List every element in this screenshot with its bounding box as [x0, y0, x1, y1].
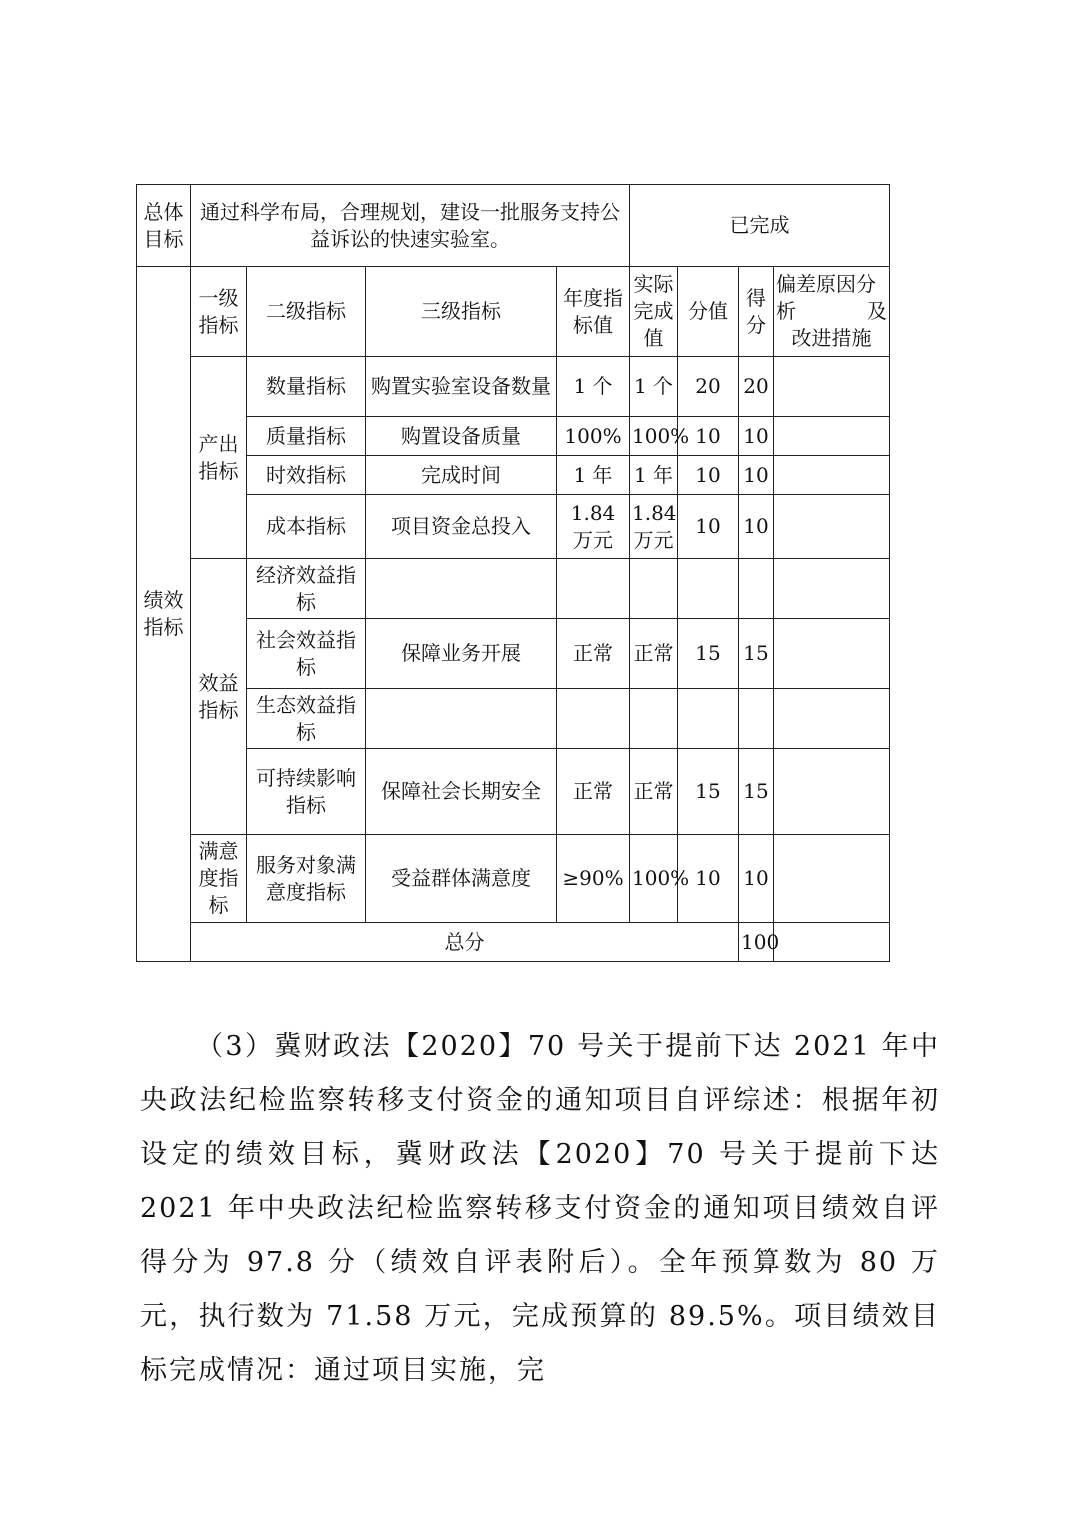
header-deviation: [774, 267, 890, 357]
cell-annual: 1 年: [557, 456, 630, 495]
group-output: 产出指标: [191, 357, 247, 559]
cell-actual: 100%: [630, 835, 678, 923]
cell-l2: 社会效益指标: [247, 619, 366, 689]
cell-l2: 成本指标: [247, 495, 366, 559]
table-row: [137, 619, 890, 689]
goal-status: 已完成: [630, 185, 890, 267]
cell-l2: 时效指标: [247, 456, 366, 495]
header-actual: 实际完成值: [630, 267, 678, 357]
header-score: 得分: [739, 267, 774, 357]
group-benefit: 效益指标: [191, 559, 247, 835]
cell-deviation: [774, 357, 890, 417]
header-deviation-line1: 偏差原因分: [776, 272, 876, 296]
cell-annual: [557, 689, 630, 749]
cell-l3: [366, 689, 557, 749]
cell-l2: 质量指标: [247, 417, 366, 456]
header-annual: 年度指标值: [557, 267, 630, 357]
cell-l3: 购置设备质量: [366, 417, 557, 456]
cell-l2: 服务对象满意度指标: [247, 835, 366, 923]
table-row: [137, 835, 890, 923]
header-deviation-line2b: 及: [867, 299, 887, 323]
cell-annual: 正常: [557, 749, 630, 835]
cell-actual: 1 个: [630, 357, 678, 417]
header-weight: 分值: [678, 267, 739, 357]
cell-actual: 1.84 万元: [630, 495, 678, 559]
cell-weight: 10: [678, 417, 739, 456]
cell-score: [739, 689, 774, 749]
cell-weight: 15: [678, 619, 739, 689]
goal-text: 通过科学布局，合理规划，建设一批服务支持公益诉讼的快速实验室。: [191, 185, 630, 267]
cell-l3: 完成时间: [366, 456, 557, 495]
total-score: [774, 923, 890, 962]
cell-l3: 项目资金总投入: [366, 495, 557, 559]
cell-score: 10: [739, 456, 774, 495]
header-deviation-line3: 改进措施: [791, 326, 872, 350]
cell-weight: 10: [678, 456, 739, 495]
header-deviation-line2a: 析: [776, 299, 796, 323]
table-row: [137, 749, 890, 835]
cell-l3: 购置实验室设备数量: [366, 357, 557, 417]
table-row: [137, 456, 890, 495]
cell-actual: [630, 689, 678, 749]
goal-row: [137, 185, 890, 267]
cell-actual: 100%: [630, 417, 678, 456]
cell-actual: 1 年: [630, 456, 678, 495]
cell-actual: [630, 559, 678, 619]
cell-deviation: [774, 495, 890, 559]
cell-annual: ≥90%: [557, 835, 630, 923]
cell-l3: [366, 559, 557, 619]
header-level2: 二级指标: [247, 267, 366, 357]
cell-weight: [678, 689, 739, 749]
table-row: [137, 495, 890, 559]
total-row: [137, 923, 890, 962]
header-level1: 一级指标: [191, 267, 247, 357]
cell-deviation: [774, 835, 890, 923]
cell-score: 10: [739, 835, 774, 923]
cell-score: 15: [739, 619, 774, 689]
goal-label: 总体目标: [137, 185, 191, 267]
cell-deviation: [774, 456, 890, 495]
cell-l2: 数量指标: [247, 357, 366, 417]
performance-table: [136, 184, 890, 962]
cell-l3: 保障业务开展: [366, 619, 557, 689]
table-row: [137, 417, 890, 456]
cell-l2: 经济效益指标: [247, 559, 366, 619]
table-row: [137, 559, 890, 619]
cell-deviation: [774, 619, 890, 689]
table-row: [137, 357, 890, 417]
cell-l2: 生态效益指标: [247, 689, 366, 749]
cell-score: 20: [739, 357, 774, 417]
cell-deviation: [774, 417, 890, 456]
cell-deviation: [774, 689, 890, 749]
cell-annual: [557, 559, 630, 619]
perf-label: 绩效指标: [137, 267, 191, 962]
cell-weight: [678, 559, 739, 619]
cell-score: 10: [739, 417, 774, 456]
cell-actual: 正常: [630, 619, 678, 689]
table-row: [137, 689, 890, 749]
cell-score: 10: [739, 495, 774, 559]
cell-annual: 1.84 万元: [557, 495, 630, 559]
cell-weight: 10: [678, 495, 739, 559]
header-level3: 三级指标: [366, 267, 557, 357]
cell-score: [739, 559, 774, 619]
header-deviation-line2: [776, 298, 887, 325]
cell-score: 15: [739, 749, 774, 835]
total-label: 总分: [191, 923, 739, 962]
header-row: [137, 267, 890, 357]
cell-annual: 正常: [557, 619, 630, 689]
self-evaluation-paragraph: （3）冀财政法【2020】70 号关于提前下达 2021 年中央政法纪检监察转移支付资金的通知项目自评综述：根据年初设定的绩效目标，冀财政法【2020】70 号关于提前下达 2021 年中央政法纪检监察转移支付资金的通知项目绩效自评得分为 97.8 分（绩效自评表附后）。全年预算数为 80 万元，执行数为 71.58 万元，完成预算的 89.5%。项目绩效目标完成情况：通过项目实施，完: [140, 1031, 940, 1386]
cell-weight: 20: [678, 357, 739, 417]
cell-l3: 受益群体满意度: [366, 835, 557, 923]
cell-weight: 15: [678, 749, 739, 835]
cell-l2: 可持续影响指标: [247, 749, 366, 835]
cell-actual: 正常: [630, 749, 678, 835]
cell-annual: 100%: [557, 417, 630, 456]
cell-annual: 1 个: [557, 357, 630, 417]
cell-weight: 10: [678, 835, 739, 923]
cell-deviation: [774, 559, 890, 619]
cell-l3: 保障社会长期安全: [366, 749, 557, 835]
cell-deviation: [774, 749, 890, 835]
group-satisfaction: 满意度指标: [191, 835, 247, 923]
total-weight: 100: [739, 923, 774, 962]
